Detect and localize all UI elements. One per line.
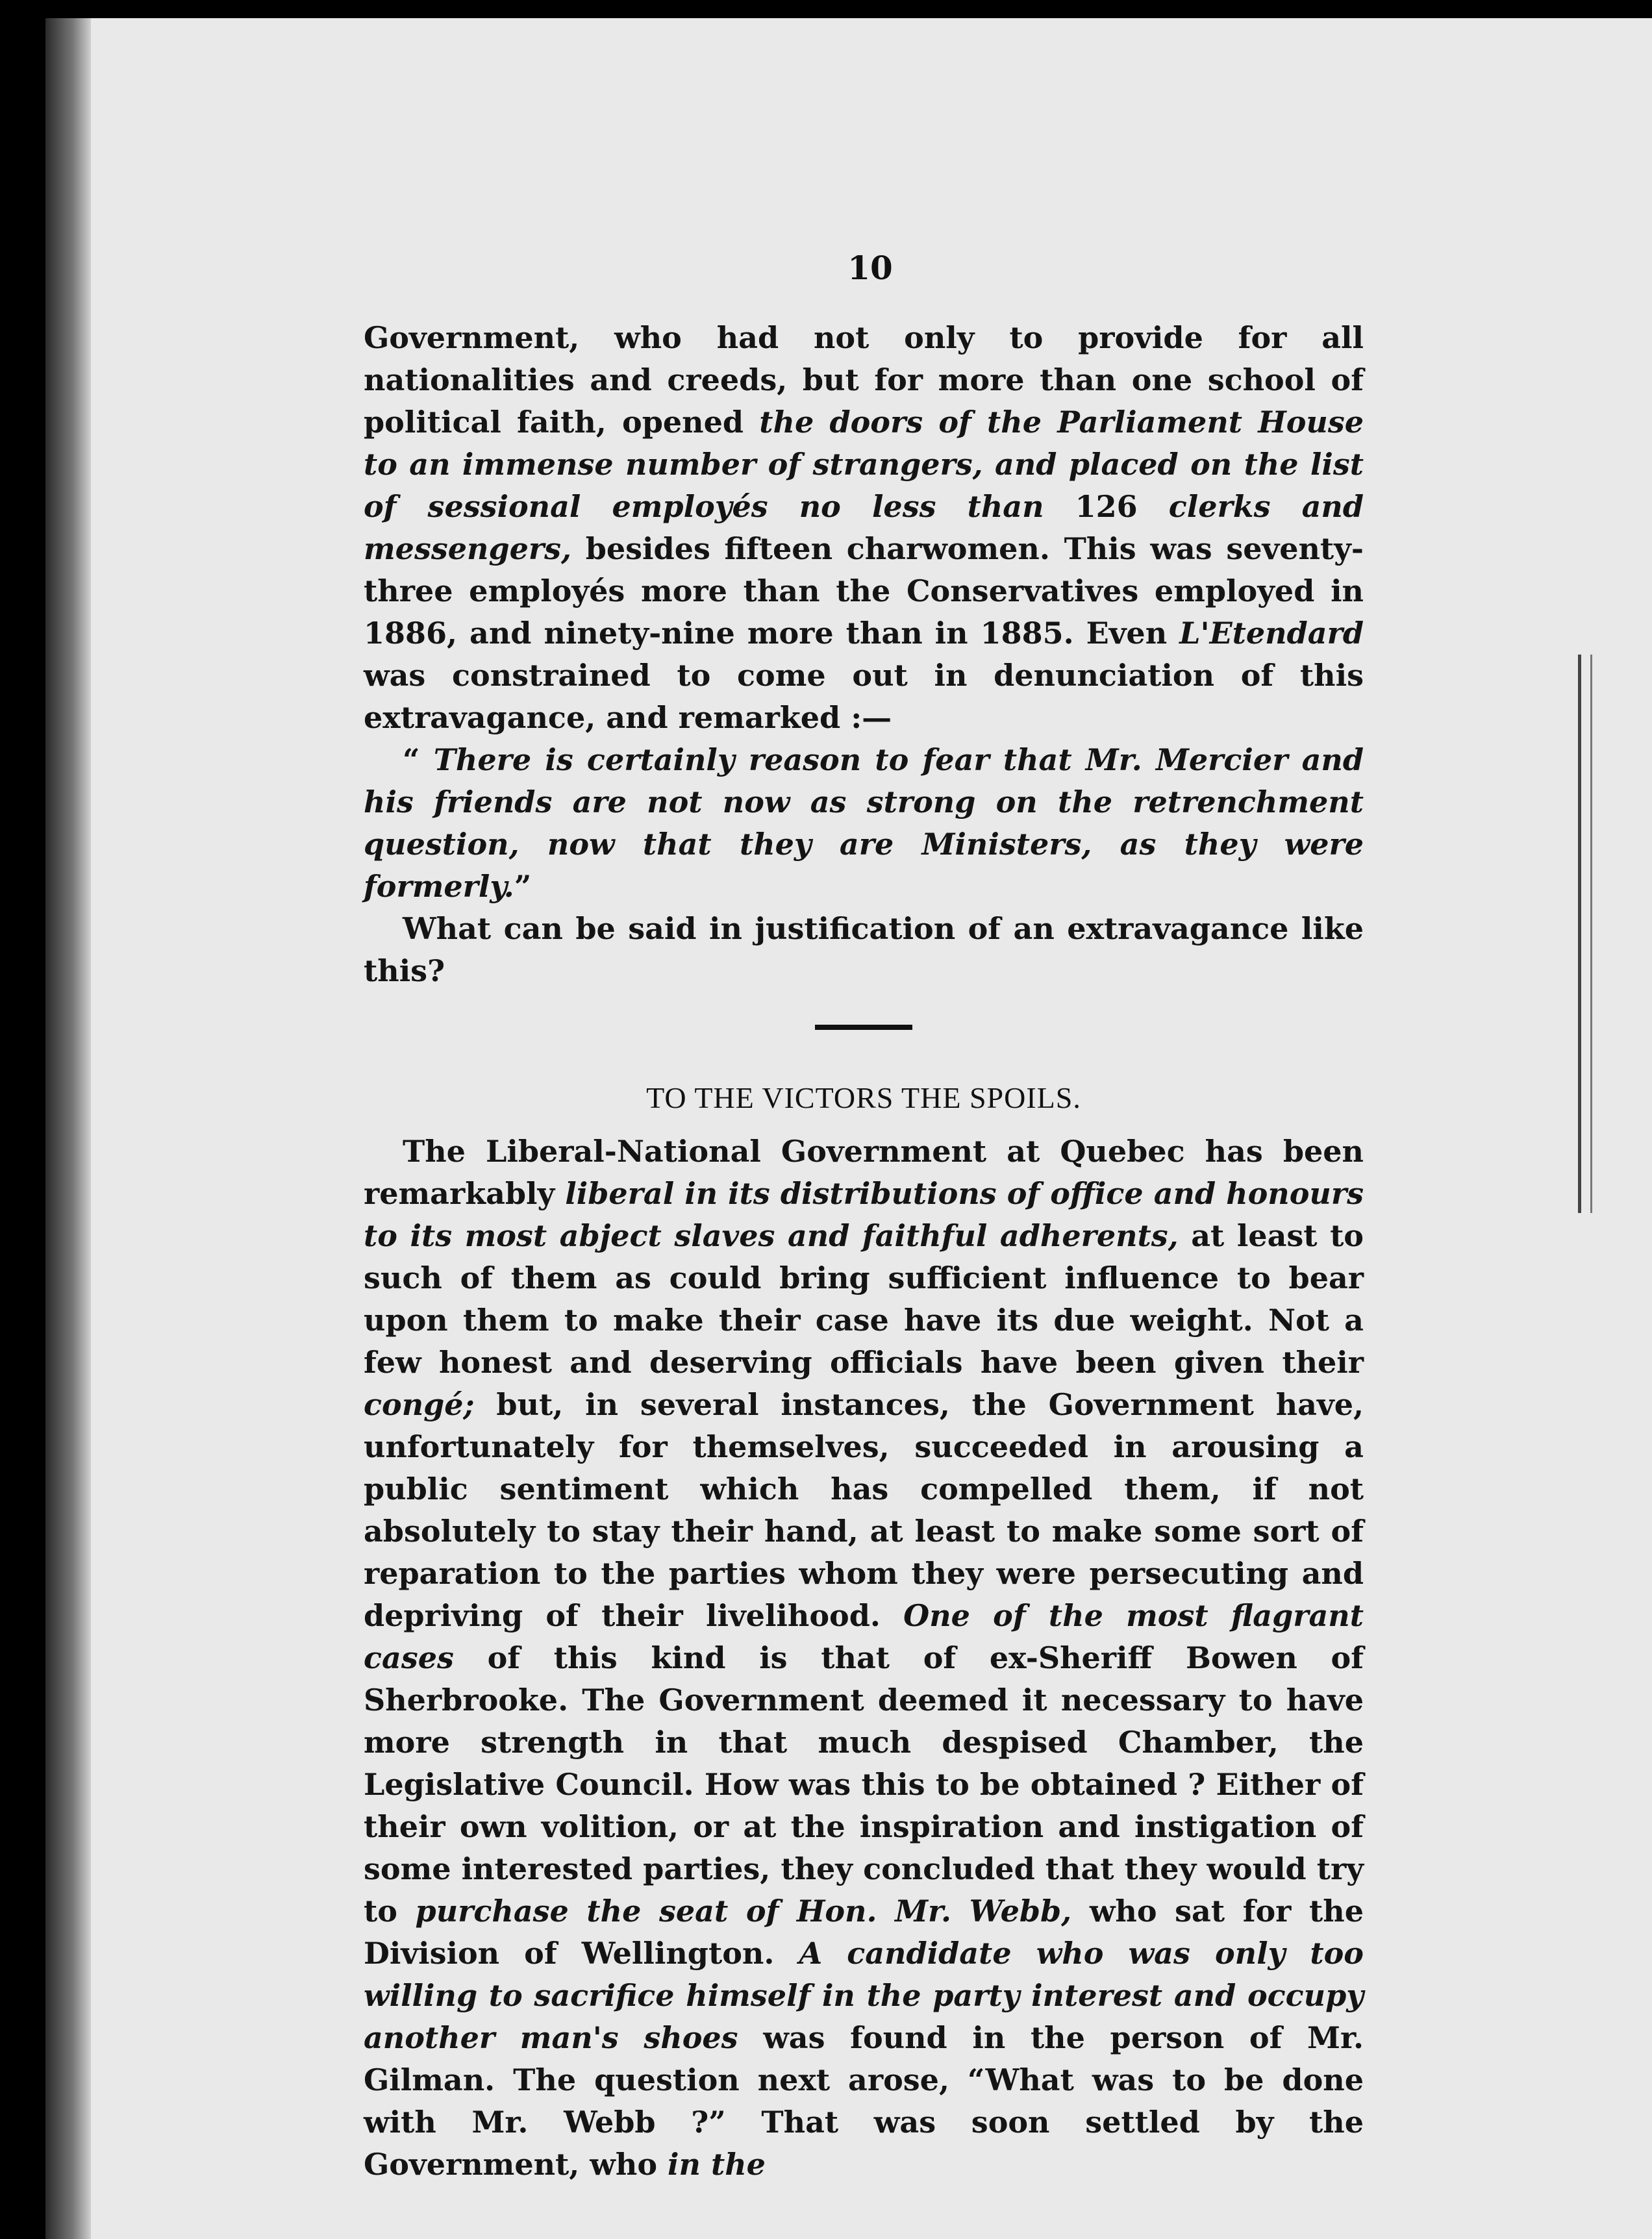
italic-run: clerks and messengers, [364, 489, 1364, 566]
text-run: The Liberal-National Government at Quebec has been remarkably [364, 1134, 1364, 1211]
body-text [364, 317, 1364, 2186]
quote-text: There is certainly reason to fear that Mr. Mercier and his friends are not now as strong on the retrenchment question, now that they are Ministers, as they were formerly. [364, 742, 1364, 904]
paragraph-spoils [364, 1131, 1364, 2186]
section-heading: TO THE VICTORS THE SPOILS. [646, 1081, 1081, 1114]
italic-run: liberal in its distributions of office and honours to its most abject slaves and faithful adherents, [364, 1176, 1364, 1253]
text-run: Government, who had not only to provide for all nationalities and creeds, but for more than one school of political faith, opened [364, 320, 1364, 440]
italic-run: L'Etendard [1179, 616, 1364, 651]
italic-run: congé; [364, 1387, 475, 1422]
italic-run: in the [668, 2147, 766, 2182]
italic-run: purchase the seat of Hon. Mr. Webb, [415, 1894, 1072, 1929]
italic-run: A candidate who was only too willing to sacrifice himself in the party interest and occupy another man's shoes [364, 1936, 1364, 2055]
text-run: besides fifteen charwomen. This was seventy-three employés more than the Conservatives employed in 1886, and ninety-nine more than in 1885. Even [364, 531, 1364, 651]
quotation [364, 739, 1364, 908]
binding-shadow [45, 18, 91, 2239]
quote-close-mark: ” [514, 869, 532, 904]
page-number: 10 [847, 249, 893, 287]
text-run: was constrained to come out in denunciation of this extravagance, and remarked :— [364, 658, 1364, 735]
section-divider [815, 1025, 912, 1030]
text-run: at least to such of them as could bring sufficient influence to bear upon them to make their case have its due weight. Not a few honest and deserving officials have been given their [364, 1218, 1364, 1380]
document-page [45, 18, 1652, 2239]
text-run: was found in the person of Mr. Gilman. The question next arose, “What was to be done with Mr. Webb ?” That was soon settled by the Government, who [364, 2020, 1364, 2182]
page-crease-mark [1578, 655, 1592, 1213]
text-run: 126 [1044, 489, 1169, 524]
text-run: of this kind is that of ex-Sheriff Bowen of Sherbrooke. The Government deemed it necessary to have more strength in that much despised Chamber, the Legislative Council. How was this to be obtained ? Either of their own volition, or at the inspiration and instigation of some interested parties, they concluded that they would try to [364, 1640, 1364, 1929]
italic-run: the doors of the Parliament House to an immense number of strangers, and placed on the list of sessional employés no less than [364, 405, 1364, 524]
text-run: who sat for the Division of Wellington. [364, 1894, 1364, 1971]
quote-open-mark: “ [403, 742, 434, 777]
paragraph-expenditure [364, 317, 1364, 739]
paragraph-question: What can be said in justification of an extravagance like this? [364, 911, 1364, 988]
text-run: but, in several instances, the Government have, unfortunately for themselves, succeeded in arousing a public sentiment which has compelled them, if not absolutely to stay their hand, at least to make some sort of reparation to the parties whom they were persecuting and depriving of their livelihood. [364, 1387, 1364, 1633]
italic-run: One of the most flagrant cases [364, 1598, 1364, 1675]
